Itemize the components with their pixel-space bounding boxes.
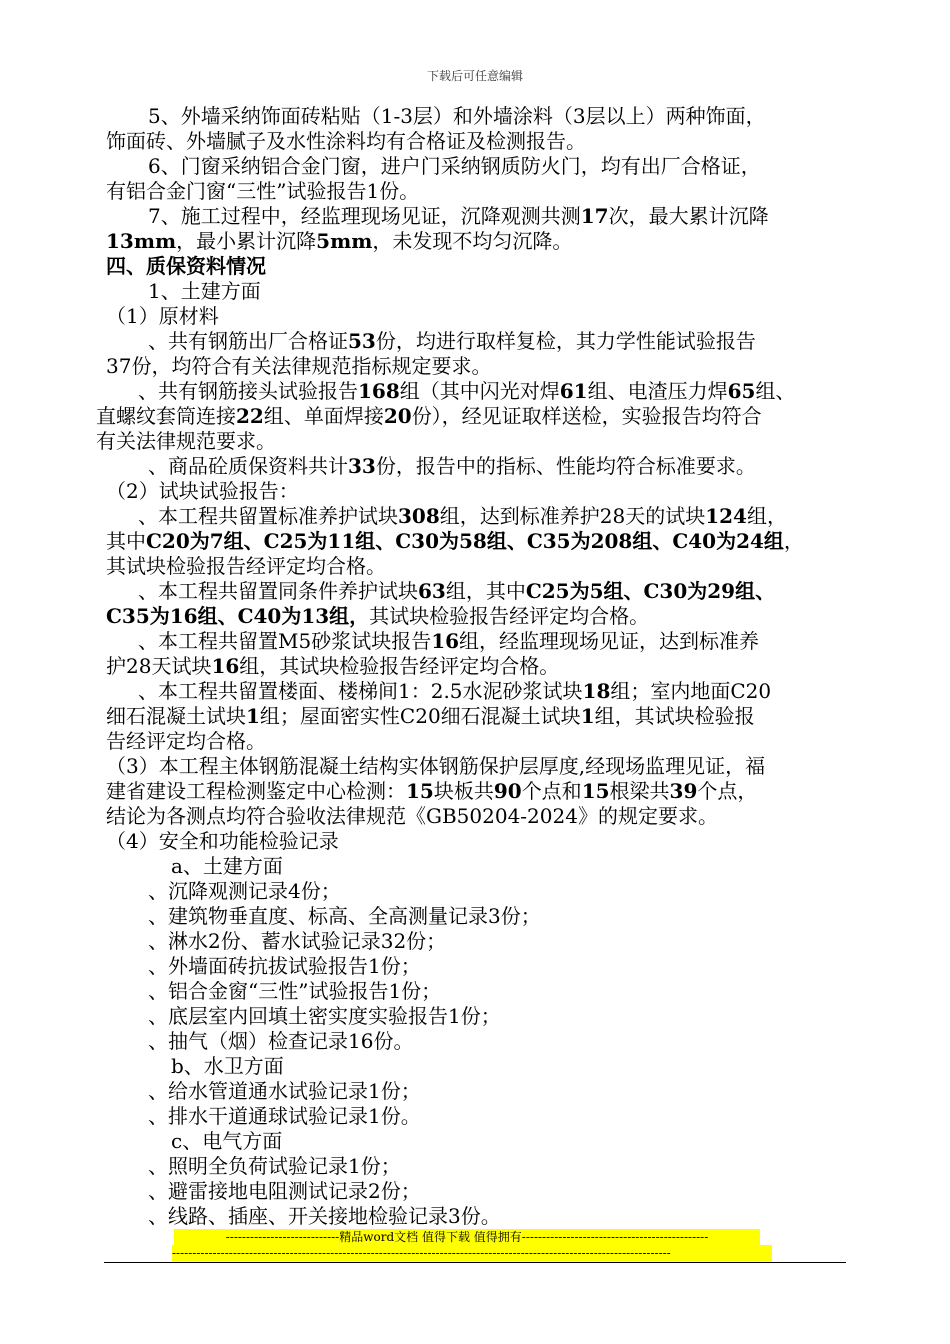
bold-text: 13mm [106, 229, 177, 253]
bold-text: 65 [727, 379, 756, 403]
text-segment: 块板共 [433, 779, 494, 803]
text-segment: 告经评定均合格。 [106, 729, 266, 753]
text-line [96, 904, 861, 929]
bold-text: C20为7组、C25为11组、C30为58组、C35为208组、C40为24组 [146, 529, 784, 553]
text-line [96, 204, 861, 229]
text-segment: 有关法律规范要求。 [96, 429, 276, 453]
text-segment: ， [783, 529, 804, 553]
text-line [96, 1179, 861, 1204]
text-segment: 、本工程共留置M5砂浆试块报告 [138, 629, 432, 653]
text-segment: （2）试块试验报告： [106, 479, 299, 503]
text-line [96, 779, 861, 804]
text-segment: 、本工程共留置标准养护试块 [138, 504, 398, 528]
bold-text: 124 [705, 504, 747, 528]
text-line [96, 1029, 861, 1054]
text-segment: 、外墙面砖抗拔试验报告1份； [148, 954, 421, 978]
text-segment: 37份，均符合有关法律规范指标规定要求。 [106, 354, 492, 378]
text-segment: 组， [746, 504, 787, 528]
text-line [96, 729, 861, 754]
text-segment: 份，均进行取样复检，其力学性能试验报告 [375, 329, 756, 353]
text-segment: 结论为各测点均符合验收法律规范《GB50204-2024》的规定要求。 [106, 804, 718, 828]
text-segment: 、给水管道通水试验记录1份； [148, 1079, 421, 1103]
bold-text: 16 [431, 629, 460, 653]
text-segment: 组、电渣压力焊 [587, 379, 728, 403]
text-line [96, 279, 861, 304]
bold-text: 39 [669, 779, 698, 803]
bold-text: 308 [398, 504, 440, 528]
text-line [96, 304, 861, 329]
text-segment: 6、门窗采纳铝合金门窗，进户门采纳钢质防火门，均有出厂合格证， [148, 154, 761, 178]
text-segment: 有铝合金门窗“三性”试验报告1份。 [106, 179, 420, 203]
text-segment: 份），经见证取样送检，实验报告均符合 [411, 404, 762, 428]
document-body [96, 104, 861, 1229]
text-segment: （1）原材料 [106, 304, 219, 328]
page-header: 下载后可任意编辑 [426, 69, 523, 83]
text-line [96, 854, 861, 879]
text-segment: 个点， [697, 779, 758, 803]
bold-text: 20 [383, 404, 412, 428]
bold-text: 1 [246, 704, 260, 728]
text-segment: 份，报告中的指标、性能均符合标准要求。 [375, 454, 756, 478]
text-line [96, 704, 861, 729]
text-line [96, 129, 861, 154]
bold-text: 63 [418, 579, 446, 603]
text-segment: 组；室内地面C20 [610, 679, 772, 703]
text-segment: 、商品砼质保资料共计 [148, 454, 348, 478]
text-line [96, 454, 861, 479]
text-segment: 5、外墙采纳饰面砖粘贴（1-3层）和外墙涂料（3层以上）两种饰面， [148, 104, 766, 128]
bold-text: 1 [580, 704, 595, 728]
text-segment: b、水卫方面 [171, 1054, 284, 1078]
text-segment: 、照明全负荷试验记录1份； [148, 1154, 401, 1178]
bold-text: C35为16组、C40为13组， [106, 604, 370, 628]
footer-rule [104, 1262, 846, 1263]
text-segment: 、本工程共留置同条件养护试块 [138, 579, 418, 603]
text-line [96, 154, 861, 179]
text-line [96, 604, 861, 629]
footer-line-2: --------------------------------------------------------------------------------------------------------------------------- [172, 1245, 772, 1261]
text-line [96, 879, 861, 904]
text-segment: （4）安全和功能检验记录 [106, 829, 339, 853]
text-line [96, 329, 861, 354]
text-line [96, 804, 861, 829]
bold-text: 16 [211, 654, 240, 678]
text-line [96, 229, 861, 254]
text-line [96, 354, 861, 379]
text-segment: 组，其试块检验报告经评定均合格。 [239, 654, 560, 678]
text-segment: ，最小累计沉降 [176, 229, 317, 253]
text-segment: c、电气方面 [171, 1129, 283, 1153]
text-line [96, 1129, 861, 1154]
text-segment: 其试块检验报告经评定均合格。 [369, 604, 650, 628]
text-segment: 7、施工过程中，经监理现场见证，沉降观测共测 [148, 204, 581, 228]
text-line [96, 754, 861, 779]
text-line [96, 404, 861, 429]
text-segment: 其试块检验报告经评定均合格。 [106, 554, 386, 578]
text-segment: 组，其中 [445, 579, 526, 603]
text-line [96, 579, 861, 604]
text-segment: a、土建方面 [171, 854, 283, 878]
bold-text: 17 [580, 204, 609, 228]
text-line [96, 679, 861, 704]
text-segment: 组，经监理现场见证，达到标准养 [459, 629, 760, 653]
text-segment: 饰面砖、外墙腻子及水性涂料均有合格证及检测报告。 [106, 129, 586, 153]
text-segment: 组，其试块检验报 [594, 704, 755, 728]
text-segment: ，未发现不均匀沉降。 [372, 229, 573, 253]
text-segment: 护28天试块 [106, 654, 212, 678]
footer-line-1: ----------------------------精品word文档 值得下载 值得拥有---------------------------------------------- [174, 1229, 760, 1245]
bold-text: 90 [493, 779, 522, 803]
text-segment: 、沉降观测记录4份； [148, 879, 341, 903]
text-segment: 、线路、插座、开关接地检验记录3份。 [148, 1204, 501, 1228]
text-segment: （3）本工程主体钢筋混凝土结构实体钢筋保护层厚度,经现场监理见证，福 [106, 754, 766, 778]
text-line [96, 554, 861, 579]
text-segment: 次，最大累计沉降 [608, 204, 769, 228]
bold-text: 22 [236, 404, 264, 428]
text-segment: 、淋水2份、蓄水试验记录32份； [148, 929, 447, 953]
text-line [96, 429, 861, 454]
bold-text: C25为5组、C30为29组、 [525, 579, 776, 603]
text-line [96, 179, 861, 204]
text-line [96, 1079, 861, 1104]
text-segment: 1、土建方面 [148, 279, 261, 303]
bold-text: 5mm [316, 229, 373, 253]
text-line [96, 479, 861, 504]
text-segment: 根梁共 [609, 779, 670, 803]
text-line [96, 379, 861, 404]
bold-text: 168 [358, 379, 400, 403]
text-line [96, 1054, 861, 1079]
text-line [96, 104, 861, 129]
text-line [96, 929, 861, 954]
text-line [96, 1204, 861, 1229]
text-segment: 细石混凝土试块 [106, 704, 246, 728]
text-segment: 个点和 [521, 779, 582, 803]
text-line [96, 1104, 861, 1129]
text-segment: 、底层室内回填土密实度实验报告1份； [148, 1004, 501, 1028]
text-line [96, 954, 861, 979]
text-segment: 组；屋面密实性C20细石混凝土试块 [259, 704, 581, 728]
bold-text: 18 [582, 679, 611, 703]
text-segment: 、抽气（烟）检查记录16份。 [148, 1029, 414, 1053]
text-line [96, 654, 861, 679]
text-segment: 组、 [755, 379, 796, 403]
text-segment: 组、单面焊接 [263, 404, 384, 428]
text-segment: 、建筑物垂直度、标高、全高测量记录3份； [148, 904, 541, 928]
text-segment: 其中 [106, 529, 146, 553]
text-segment: 、共有钢筋出厂合格证 [148, 329, 348, 353]
text-line [96, 1154, 861, 1179]
bold-text: 15 [581, 779, 610, 803]
text-segment: 、排水干道通球试验记录1份。 [148, 1104, 421, 1128]
bold-text: 33 [348, 454, 376, 478]
text-line [96, 1004, 861, 1029]
text-line [96, 979, 861, 1004]
text-line [96, 504, 861, 529]
footer-banner [172, 1229, 772, 1261]
text-line [96, 829, 861, 854]
text-segment: 组（其中闪光对焊 [399, 379, 560, 403]
bold-text: 61 [559, 379, 588, 403]
text-segment: 、共有钢筋接头试验报告 [138, 379, 358, 403]
text-segment: 建省建设工程检测鉴定中心检测： [106, 779, 406, 803]
bold-text: 53 [348, 329, 376, 353]
text-segment: 、本工程共留置楼面、楼梯间1：2.5水泥砂浆试块 [138, 679, 583, 703]
text-line [96, 254, 861, 279]
text-segment: 直螺纹套筒连接 [96, 404, 236, 428]
bold-text: 四、质保资料情况 [106, 254, 266, 278]
text-segment: 组，达到标准养护28天的试块 [439, 504, 706, 528]
bold-text: 15 [406, 779, 434, 803]
text-line [96, 529, 861, 554]
text-segment: 、铝合金窗“三性”试验报告1份； [148, 979, 442, 1003]
text-line [96, 629, 861, 654]
text-segment: 、避雷接地电阻测试记录2份； [148, 1179, 421, 1203]
